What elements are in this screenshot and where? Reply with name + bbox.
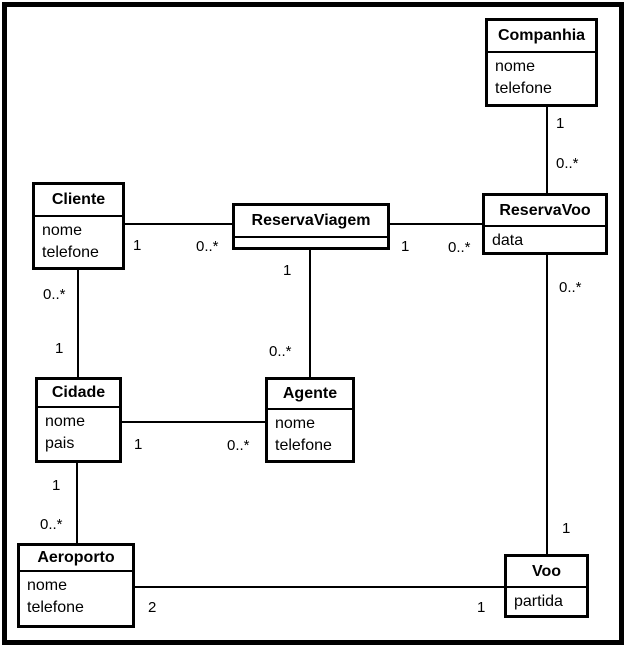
multiplicity-label: 0..* [43,286,66,303]
class-name: Cidade [38,380,119,408]
class-name: Cliente [35,185,122,217]
attribute: telefone [42,244,99,261]
class-cliente[interactable] [32,182,125,270]
association-reservaviagem-agente[interactable] [309,250,311,377]
class-name: Voo [507,557,586,588]
multiplicity-label: 1 [401,238,410,255]
class-attributes [507,588,586,616]
class-attributes [35,217,122,267]
multiplicity-label: 2 [148,599,157,616]
multiplicity-label: 1 [283,262,292,279]
association-reservavoo-voo[interactable] [546,255,548,554]
association-aeroporto-voo[interactable] [135,586,504,588]
multiplicity-label: 0..* [269,343,292,360]
class-cidade[interactable] [35,377,122,463]
attribute: nome [45,413,86,430]
multiplicity-label: 1 [556,115,565,132]
multiplicity-label: 1 [477,599,486,616]
multiplicity-label: 0..* [448,239,471,256]
multiplicity-label: 1 [562,520,571,537]
multiplicity-label: 1 [134,436,143,453]
class-reservavoo[interactable] [482,193,608,255]
class-aeroporto[interactable] [17,543,135,628]
class-attributes [485,227,605,255]
class-name: ReservaVoo [485,196,605,227]
attribute: nome [495,58,536,75]
class-attributes [20,572,132,622]
class-name: Agente [268,380,352,410]
class-voo[interactable] [504,554,589,618]
association-companhia-reservavoo[interactable] [546,107,548,193]
association-reservaviagem-reservavoo[interactable] [390,223,482,225]
multiplicity-label: 0..* [559,279,582,296]
class-attributes [488,53,595,103]
class-attributes [268,410,352,460]
class-attributes [235,238,387,244]
class-attributes [38,408,119,458]
attribute: data [492,232,524,249]
class-companhia[interactable] [485,18,598,107]
class-name: Aeroporto [20,546,132,572]
attribute: telefone [495,80,552,97]
class-name: ReservaViagem [235,206,387,238]
multiplicity-label: 1 [55,340,64,357]
attribute: telefone [27,599,84,616]
class-name: Companhia [488,21,595,53]
attribute: pais [45,435,75,452]
multiplicity-label: 0..* [40,516,63,533]
class-reservaviagem[interactable] [232,203,390,250]
association-cliente-cidade[interactable] [77,270,79,377]
multiplicity-label: 0..* [196,238,219,255]
attribute: nome [275,415,316,432]
class-agente[interactable] [265,377,355,463]
multiplicity-label: 0..* [556,155,579,172]
association-cidade-agente[interactable] [122,421,265,423]
multiplicity-label: 0..* [227,437,250,454]
association-cidade-aeroporto[interactable] [76,463,78,543]
multiplicity-label: 1 [52,477,61,494]
association-cliente-reservaviagem[interactable] [125,223,232,225]
multiplicity-label: 1 [133,237,142,254]
attribute: telefone [275,437,332,454]
attribute: nome [27,577,68,594]
attribute: nome [42,222,83,239]
attribute: partida [514,593,563,610]
